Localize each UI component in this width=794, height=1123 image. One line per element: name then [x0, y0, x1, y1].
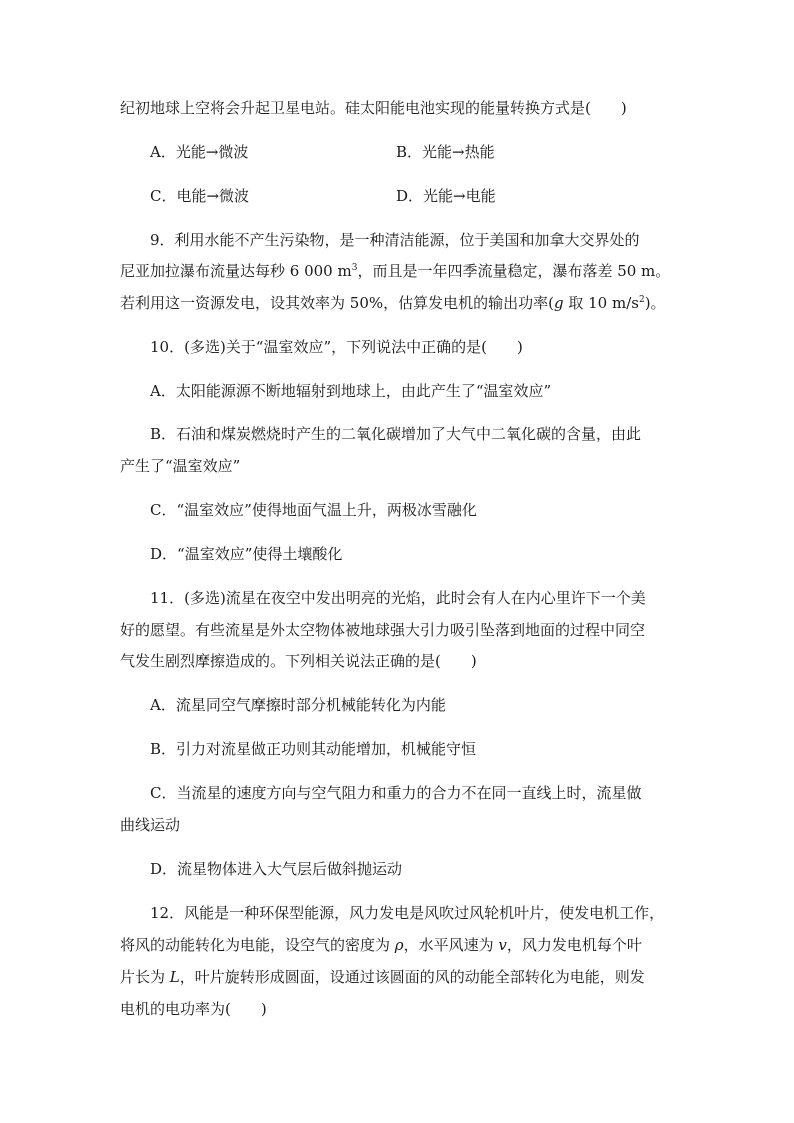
q11-option-d: D．流星物体进入大气层后做斜抛运动 [150, 860, 403, 878]
q8-option-a: A．光能→微波 [150, 143, 249, 161]
q11-option-c-line-2: 曲线运动 [120, 816, 181, 834]
q8-option-d: D．光能→电能 [396, 187, 496, 205]
q8-option-b: B．光能→热能 [396, 143, 495, 161]
q11-option-c-line-1: C．当流星的速度方向与空气阻力和重力的合力不在同一直线上时，流星做 [150, 784, 642, 802]
q8-option-c: C．电能→微波 [150, 187, 250, 205]
q11-line-3: 气发生剧烈摩擦造成的。下列相关说法正确的是( ) [120, 652, 477, 670]
q11-option-b: B．引力对流星做正功则其动能增加，机械能守恒 [150, 740, 477, 758]
q9-line-2: 尼亚加拉瀑布流量达每秒 6 000 $m^3$，而且是一年四季流量稳定，瀑布落差 50 m。 [120, 262, 671, 280]
q8-stem-tail: 纪初地球上空将会升起卫星电站。硅太阳能电池实现的能量转换方式是( ) [120, 99, 627, 117]
q10-option-a: A．太阳能源源不断地辐射到地球上，由此产生了“温室效应” [150, 382, 552, 400]
q12-line-4: 电机的电功率为( ) [120, 1000, 267, 1018]
q10-stem: 10．(多选)关于“温室效应”，下列说法中正确的是( ) [150, 338, 523, 356]
q12-line-3: 片长为 L，叶片旋转形成圆面，设通过该圆面的风的动能全部转化为电能，则发 [120, 968, 645, 986]
q12-line-1: 12．风能是一种环保型能源，风力发电是风吹过风轮机叶片，使发电机工作， [150, 904, 665, 922]
q10-option-c: C．“温室效应”使得地面气温上升，两极冰雪融化 [150, 501, 477, 519]
q10-option-b-line-1: B．石油和煤炭燃烧时产生的二氧化碳增加了大气中二氧化碳的含量，由此 [150, 425, 642, 443]
q10-option-d: D．“温室效应”使得土壤酸化 [150, 545, 343, 563]
q9-line-1: 9．利用水能不产生污染物，是一种清洁能源，位于美国和加拿大交界处的 [150, 231, 640, 249]
q10-option-b-line-2: 产生了“温室效应” [120, 457, 241, 475]
q12-line-2: 将风的动能转化为电能，设空气的密度为 ρ，水平风速为 v，风力发电机每个叶 [120, 936, 642, 954]
q11-option-a: A．流星同空气摩擦时部分机械能转化为内能 [150, 696, 446, 714]
q11-line-2: 好的愿望。有些流星是外太空物体被地球强大引力吸引坠落到地面的过程中同空 [120, 621, 646, 639]
q9-line-3: 若利用这一资源发电，设其效率为 50%，估算发电机的输出功率(g 取 10 $m/s^2$)。 [120, 294, 666, 312]
q11-line-1: 11．(多选)流星在夜空中发出明亮的光焰，此时会有人在内心里许下一个美 [150, 589, 646, 607]
